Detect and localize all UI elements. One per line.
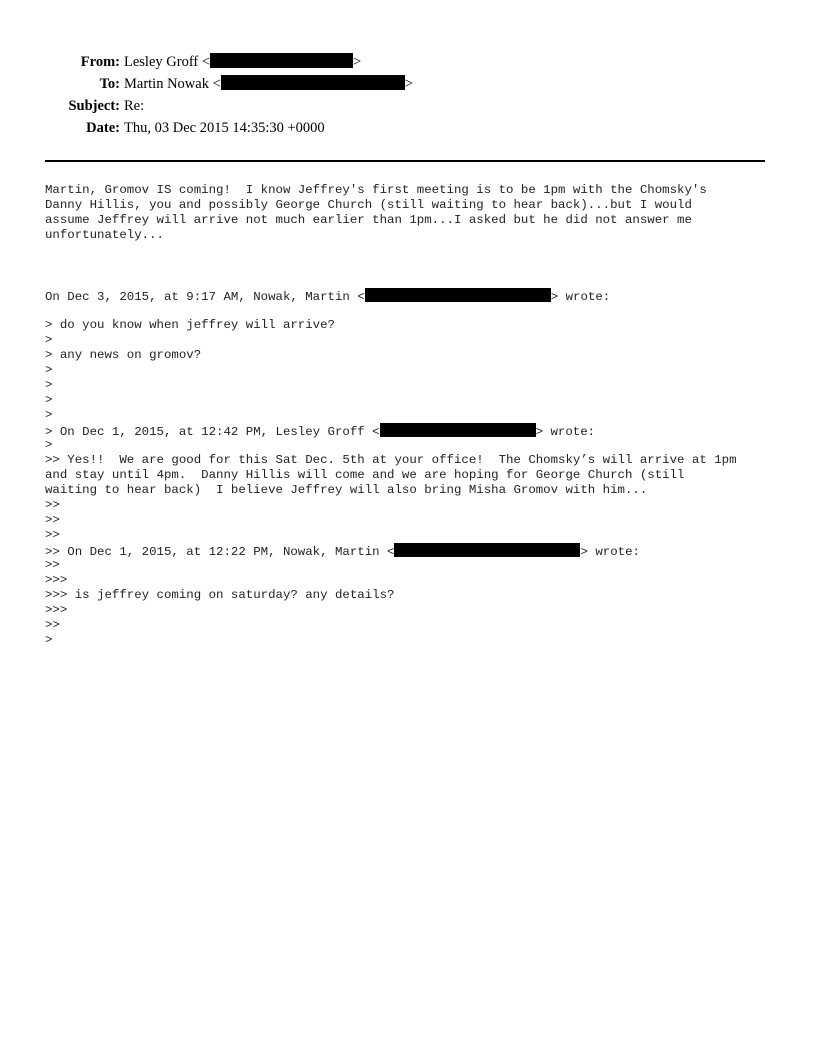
date-row [0,117,816,139]
quote-line: >>> [45,573,68,587]
body-line: Martin, Gromov IS coming! I know Jeffrey's first meeting is to be 1pm with the Chomsky's [45,183,707,197]
quote-line: > [45,438,53,452]
from-tail: > [353,54,362,70]
quote-line: >>> is jeffrey coming on saturday? any details? [45,588,395,602]
to-name: Martin Nowak < [124,76,221,92]
to-row [0,73,816,95]
date-value: Thu, 03 Dec 2015 14:35:30 +0000 [124,120,325,136]
quote-line: > any news on gromov? [45,348,202,362]
redacted-email [394,543,580,557]
to-value [124,73,413,95]
redacted-email [365,288,551,302]
quote-line: > [45,378,53,392]
attribution-tail: > wrote: [580,545,640,559]
quote-line: >> [45,618,60,632]
quote-line: > do you know when jeffrey will arrive? [45,318,335,332]
body-line: assume Jeffrey will arrive not much earlier than 1pm...I asked but he did not answer me [45,213,692,227]
attribution-text: On Dec 3, 2015, at 9:17 AM, Nowak, Martin < [45,290,365,304]
quote-line: >> [45,558,60,572]
quote-attribution [45,543,785,558]
quote-line: and stay until 4pm. Danny Hillis will come and we are hoping for George Church (still [45,468,685,482]
quote-line: > [45,633,53,647]
from-name: Lesley Groff < [124,54,211,70]
to-tail: > [404,76,413,92]
from-label: From: [80,54,120,70]
subject-value: Re: [124,98,145,114]
quote-line: >> Yes!! We are good for this Sat Dec. 5th at your office! The Chomsky’s will arrive at 1pm [45,453,737,467]
quote-line: >>> [45,603,68,617]
quote-line: > [45,408,53,422]
redacted-email [210,53,353,68]
attribution-text: >> On Dec 1, 2015, at 12:22 PM, Nowak, Martin < [45,545,395,559]
quote-line: >> [45,528,60,542]
quote-line: > [45,363,53,377]
blank-line [45,273,785,288]
attribution-text: > On Dec 1, 2015, at 12:42 PM, Lesley Groff < [45,425,380,439]
from-value [124,51,361,73]
redacted-email [380,423,536,437]
subject-row [0,95,816,117]
quote-line: >> [45,498,60,512]
blank-line [45,258,785,273]
body-line: unfortunately... [45,228,164,242]
redacted-email [221,75,405,90]
body-line: Danny Hillis, you and possibly George Church (still waiting to hear back)...but I would [45,198,692,212]
attribution-tail: > wrote: [535,425,596,439]
from-row [0,51,816,73]
blank-line [45,303,785,318]
quote-attribution [45,288,785,303]
message-body [45,183,785,648]
attribution-tail: > wrote: [550,290,611,304]
quote-line: >> [45,513,60,527]
blank-line [45,243,785,258]
to-label: To: [99,76,120,92]
quote-line: waiting to hear back) I believe Jeffrey will also bring Misha Gromov with him... [45,483,648,497]
quote-line: > [45,333,53,347]
header-divider [45,160,765,162]
date-label: Date: [86,120,120,136]
quote-line: > [45,393,53,407]
subject-label: Subject: [68,98,120,114]
quote-attribution [45,423,785,438]
